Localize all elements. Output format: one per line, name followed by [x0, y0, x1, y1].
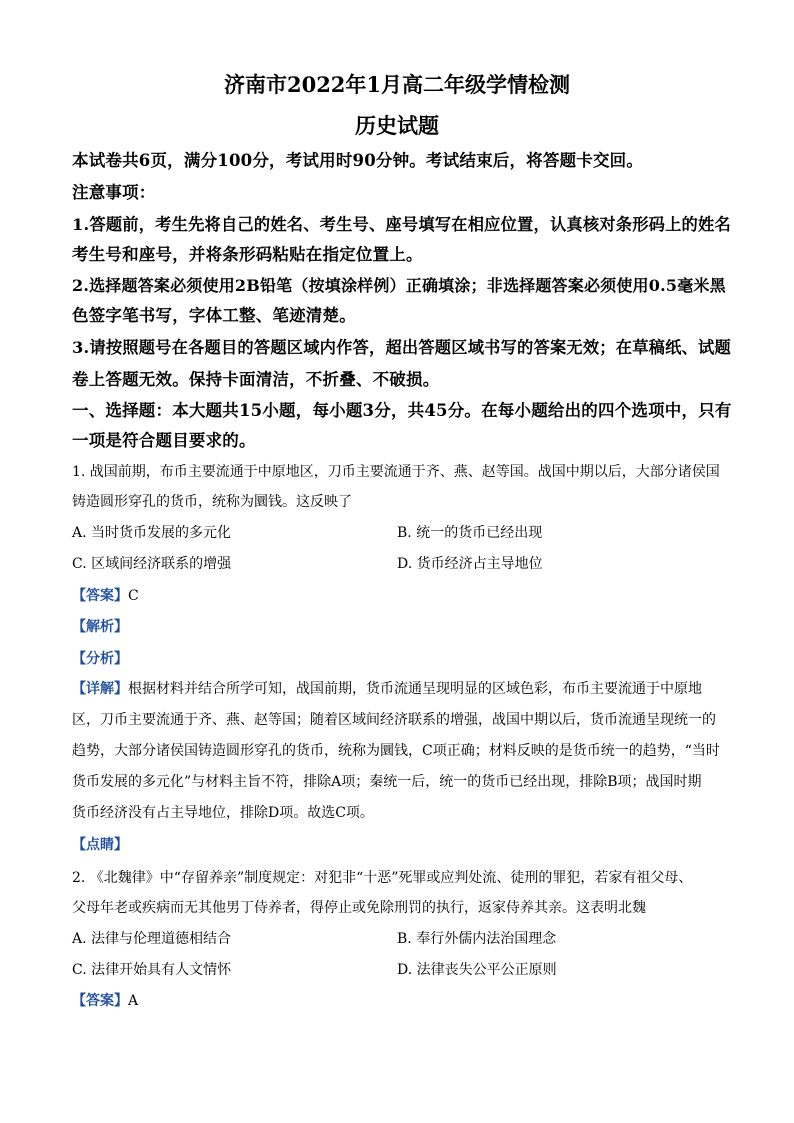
notice-item-2-line-2: 色签字笔书写，字体工整、笔迹清楚。 — [72, 306, 356, 325]
q1-analysis-line — [72, 615, 732, 639]
q1-detail-line-1 — [72, 677, 732, 701]
q1-answer-line — [72, 584, 732, 608]
q1-stem-line-1: 1. 战国前期，布币主要流通于中原地区，刀币主要流通于齐、燕、赵等国。战国中期以后，大部分诸侯国 — [72, 464, 720, 480]
q1-detail-line-3: 趋势，大部分诸侯国铸造圆形穿孔的货币，统称为圜钱，C项正确；材料反映的是货币统一的趋势，“当时 — [72, 743, 720, 759]
notice-item-3-line-1: 3.请按照题号在各题目的答题区域内作答，超出答题区域书写的答案无效；在草稿纸、试题 — [72, 338, 731, 357]
q1-option-a: A. 当时货币发展的多元化 — [72, 525, 232, 541]
notice-item-3-line-2: 卷上答题无效。保持卡面清洁，不折叠、不破损。 — [72, 370, 440, 389]
q2-option-d: D. 法律丧失公平公正原则 — [397, 962, 557, 978]
q1-answer-value: C — [128, 588, 139, 604]
q1-detail-line-4: 货币发展的多元化”与材料主旨不符，排除A项；秦统一后，统一的货币已经出现，排除B项；战国时期 — [72, 774, 702, 790]
q1-dianjing-tag: 【点睛】 — [72, 837, 128, 853]
q2-option-b: B. 奉行外儒内法治国理念 — [397, 931, 557, 947]
q2-answer-line — [72, 989, 732, 1013]
q1-option-b: B. 统一的货币已经出现 — [397, 525, 543, 541]
q1-answer-tag: 【答案】 — [72, 588, 128, 604]
q2-option-a: A. 法律与伦理道德相结合 — [72, 931, 232, 947]
q2-answer-value: A — [128, 993, 139, 1009]
page-subtitle: 历史试题 — [355, 113, 439, 138]
q1-fenxi-tag: 【分析】 — [72, 651, 128, 667]
notice-item-1-line-2: 考生号和座号，并将条形码粘贴在指定位置上。 — [72, 245, 423, 264]
notice-item-2-line-1: 2.选择题答案必须使用2B铅笔（按填涂样例）正确填涂；非选择题答案必须使用0.5毫米黑 — [72, 276, 726, 295]
section-heading-line-1: 一、选择题：本大题共15小题，每小题3分，共45分。在每小题给出的四个选项中，只有 — [72, 401, 732, 420]
q1-analysis-tag: 【解析】 — [72, 619, 128, 635]
notice-item-1-line-1: 1.答题前，考生先将自己的姓名、考生号、座号填写在相应位置，认真核对条形码上的姓名 — [72, 215, 731, 234]
q2-stem-line-1: 2. 《北魏律》中“存留养亲”制度规定：对犯非“十恶”死罪或应判处流、徒刑的罪犯，若家有祖父母、 — [72, 870, 693, 886]
q2-option-c: C. 法律开始具有人文情怀 — [72, 962, 232, 978]
q1-fenxi-line — [72, 647, 732, 671]
q1-detail-text-1: 根据材料并结合所学可知，战国前期，货币流通呈现明显的区域色彩，布币主要流通于中原地 — [128, 681, 702, 697]
q1-detail-line-5: 货币经济没有占主导地位，排除D项。故选C项。 — [72, 805, 374, 821]
q1-detail-line-2: 区，刀币主要流通于齐、燕、赵等国；随着区域间经济联系的增强，战国中期以后，货币流通呈现统一的 — [72, 712, 716, 728]
page-title: 济南市2022年1月高二年级学情检测 — [223, 72, 571, 97]
q1-detail-tag: 【详解】 — [72, 681, 128, 697]
notice-heading: 注意事项： — [72, 183, 156, 202]
q1-option-c: C. 区域间经济联系的增强 — [72, 556, 232, 572]
q2-answer-tag: 【答案】 — [72, 993, 128, 1009]
q2-stem-line-2: 父母年老或疾病而无其他男丁侍养者，得停止或免除刑罚的执行，返家侍养其亲。这表明北魏 — [72, 900, 646, 916]
q1-dianjing-line — [72, 833, 732, 857]
q1-stem-line-2: 铸造圆形穿孔的货币，统称为圜钱。这反映了 — [72, 494, 352, 510]
section-heading-line-2: 一项是符合题目要求的。 — [72, 431, 256, 450]
q1-option-d: D. 货币经济占主导地位 — [397, 556, 543, 572]
exam-intro: 本试卷共6页，满分100分，考试用时90分钟。考试结束后，将答题卡交回。 — [72, 151, 644, 170]
